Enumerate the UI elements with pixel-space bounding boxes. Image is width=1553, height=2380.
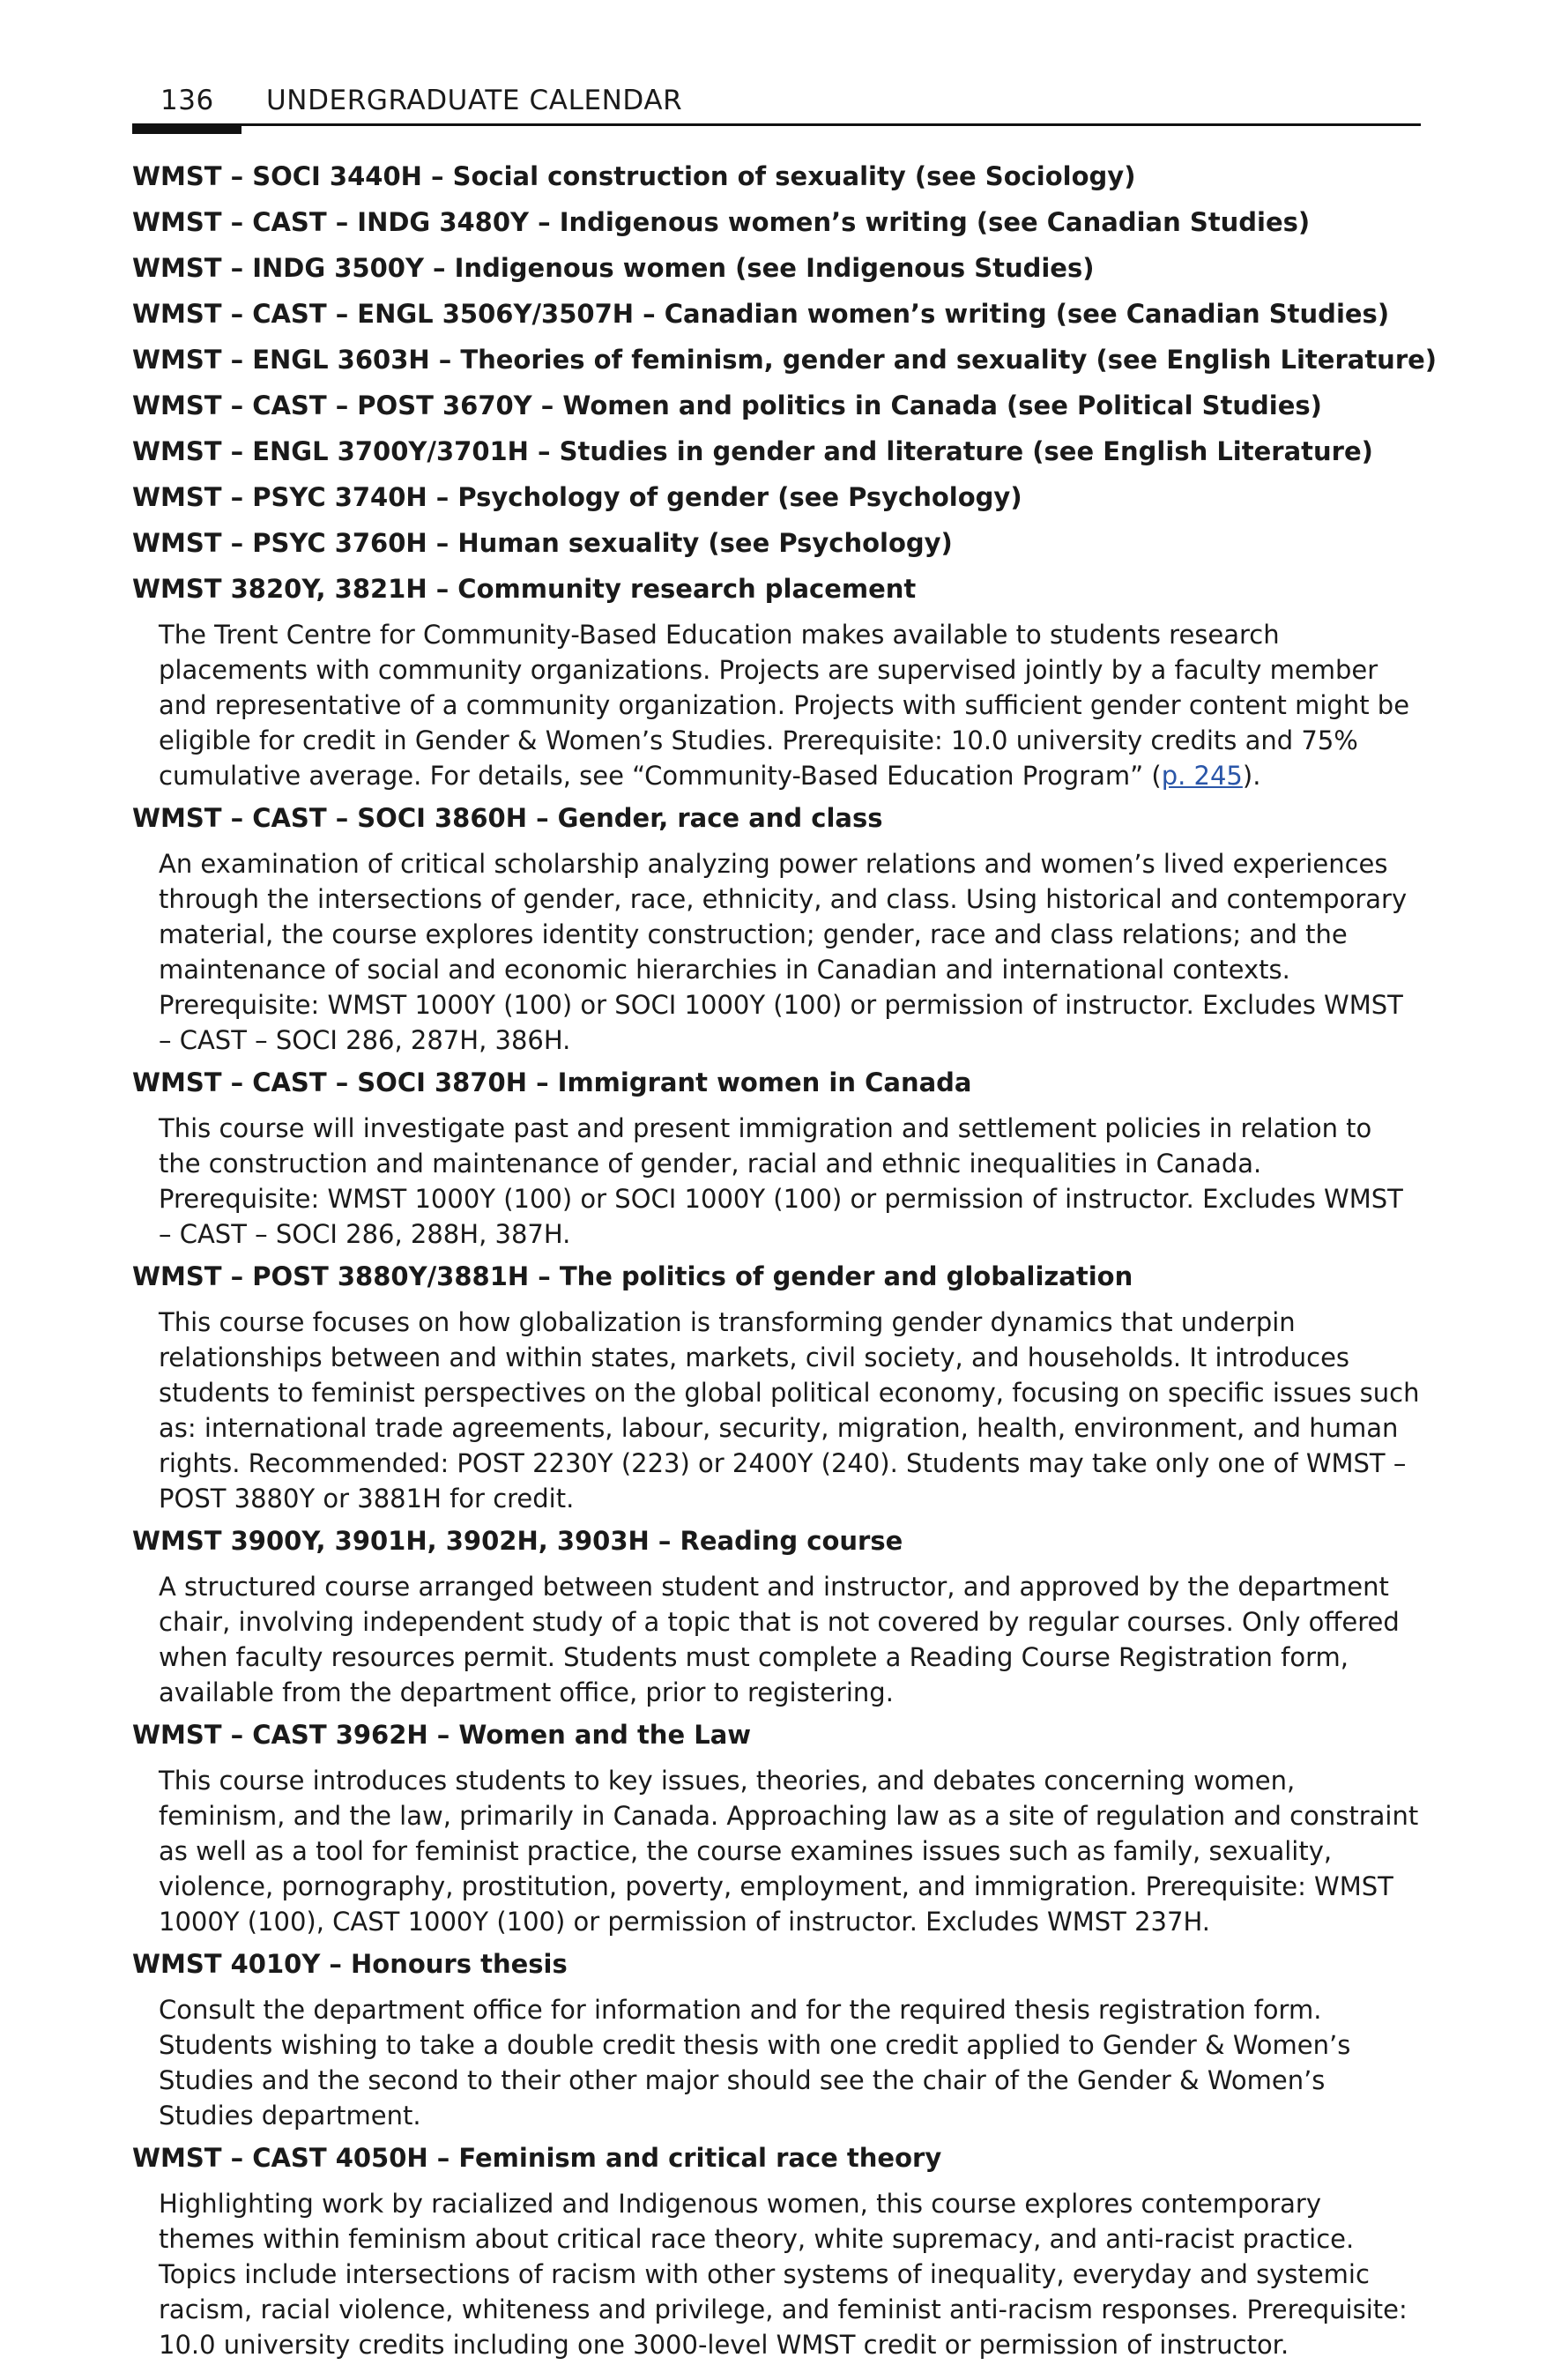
course-title: WMST – CAST – ENGL 3506Y/3507H – Canadian women’s writing (see Canadian Studies) xyxy=(132,299,1390,329)
course-entry xyxy=(132,1523,1421,1710)
page-reference-link[interactable]: p. 245 xyxy=(1161,761,1243,791)
course-entry xyxy=(132,525,1421,571)
course-title: WMST 3900Y, 3901H, 3902H, 3903H – Reading course xyxy=(132,1526,903,1556)
header-rule xyxy=(132,123,1421,126)
course-title: WMST – CAST – POST 3670Y – Women and politics in Canada (see Political Studies) xyxy=(132,390,1322,420)
course-title: WMST – PSYC 3760H – Human sexuality (see Psychology) xyxy=(132,528,953,558)
course-entry xyxy=(132,1259,1421,1516)
course-title: WMST 4010Y – Honours thesis xyxy=(132,1949,568,1979)
course-title: WMST – ENGL 3700Y/3701H – Studies in gender and literature (see English Literature) xyxy=(132,436,1373,466)
course-entry xyxy=(132,1065,1421,1252)
page-header xyxy=(132,79,1421,132)
course-title: WMST – SOCI 3440H – Social construction of sexuality (see Sociology) xyxy=(132,161,1136,191)
course-description: Highlighting work by racialized and Indigenous women, this course explores contemporary themes within feminism about critical race theory, white supremacy, and anti-racist practice. Topics include intersections of racism with other systems of inequality, everyday and systemic racism, racial violence, whiteness and privilege, and feminist anti-racism responses. Prerequisite: 10.0 university credits including one 3000-level WMST credit or permission of instructor. xyxy=(159,2189,1408,2360)
description-text: The Trent Centre for Community-Based Education makes available to students research placements with community organizations. Projects are supervised jointly by a faculty member and representative of a community organization. Projects with sufficient gender content might be eligible for credit in Gender & Women’s Studies. Prerequisite: 10.0 university credits and 75% cumulative average. For details, see “Community-Based Education Program” ( xyxy=(159,620,1410,791)
course-description: This course will investigate past and present immigration and settlement policies in relation to the construction and maintenance of gender, racial and ethnic inequalities in Canada. Prerequisite: WMST 1000Y (100) or SOCI 1000Y (100) or permission of instructor. Excludes WMST – CAST – SOCI 286, 288H, 387H. xyxy=(159,1113,1403,1249)
course-entry xyxy=(132,1717,1421,1939)
course-entry xyxy=(132,250,1421,296)
course-title: WMST – CAST – SOCI 3860H – Gender, race and class xyxy=(132,803,883,833)
course-entry xyxy=(132,1946,1421,2133)
course-entry xyxy=(132,296,1421,342)
course-description: This course focuses on how globalization is transforming gender dynamics that underpin relationships between and within states, markets, civil society, and households. It introduces students to feminist perspectives on the global political economy, focusing on specific issues such as: international trade agreements, labour, security, migration, health, environment, and human rights. Recommended: POST 2230Y (223) or 2400Y (240). Students may take only one of WMST – POST 3880Y or 3881H for credit. xyxy=(159,1307,1420,1514)
course-title: WMST – INDG 3500Y – Indigenous women (see Indigenous Studies) xyxy=(132,253,1095,283)
course-title: WMST – POST 3880Y/3881H – The politics of gender and globalization xyxy=(132,1261,1133,1291)
course-title: WMST – PSYC 3740H – Psychology of gender (see Psychology) xyxy=(132,482,1022,512)
course-entry xyxy=(132,159,1421,205)
course-entry xyxy=(132,205,1421,250)
page-number: 136 xyxy=(160,85,214,116)
course-entry xyxy=(132,571,1421,793)
course-entry xyxy=(132,800,1421,1058)
course-title: WMST – CAST – SOCI 3870H – Immigrant women in Canada xyxy=(132,1067,972,1097)
course-entry xyxy=(132,388,1421,434)
course-title: WMST – ENGL 3603H – Theories of feminism, gender and sexuality (see English Literature) xyxy=(132,345,1438,375)
course-description: A structured course arranged between student and instructor, and approved by the department chair, involving independent study of a topic that is not covered by regular courses. Only offered when faculty resources permit. Students must complete a Reading Course Registration form, available from the department office, prior to registering. xyxy=(159,1572,1400,1707)
course-title: WMST 3820Y, 3821H – Community research placement xyxy=(132,574,917,604)
course-listing xyxy=(132,159,1438,2369)
course-entry xyxy=(132,434,1421,480)
course-title: WMST – CAST 4050H – Feminism and critical race theory xyxy=(132,2143,942,2173)
course-description xyxy=(132,617,1421,793)
course-description: An examination of critical scholarship analyzing power relations and women’s lived experiences through the intersections of gender, race, ethnicity, and class. Using historical and contemporary material, the course explores identity construction; gender, race and class relations; and the maintenance of social and economic hierarchies in Canadian and international contexts. Prerequisite: WMST 1000Y (100) or SOCI 1000Y (100) or permission of instructor. Excludes WMST – CAST – SOCI 286, 287H, 386H. xyxy=(159,849,1408,1055)
course-entry xyxy=(132,342,1438,388)
running-head: UNDERGRADUATE CALENDAR xyxy=(266,85,683,116)
description-text-end: ). xyxy=(1242,761,1261,791)
course-title: WMST – CAST 3962H – Women and the Law xyxy=(132,1720,752,1750)
header-tab-bar xyxy=(132,123,241,134)
course-description: Consult the department office for information and for the required thesis registration form. Students wishing to take a double credit thesis with one credit applied to Gender & Women’s Studies and the second to their other major should see the chair of the Gender & Women’s Studies department. xyxy=(159,1995,1351,2131)
course-entry xyxy=(132,2140,1421,2362)
course-description: This course introduces students to key issues, theories, and debates concerning women, feminism, and the law, primarily in Canada. Approaching law as a site of regulation and constraint as well as a tool for feminist practice, the course examines issues such as family, sexuality, violence, pornography, prostitution, poverty, employment, and immigration. Prerequisite: WMST 1000Y (100), CAST 1000Y (100) or permission of instructor. Excludes WMST 237H. xyxy=(159,1766,1419,1937)
course-title: WMST – CAST – INDG 3480Y – Indigenous women’s writing (see Canadian Studies) xyxy=(132,207,1311,237)
course-entry xyxy=(132,480,1421,525)
